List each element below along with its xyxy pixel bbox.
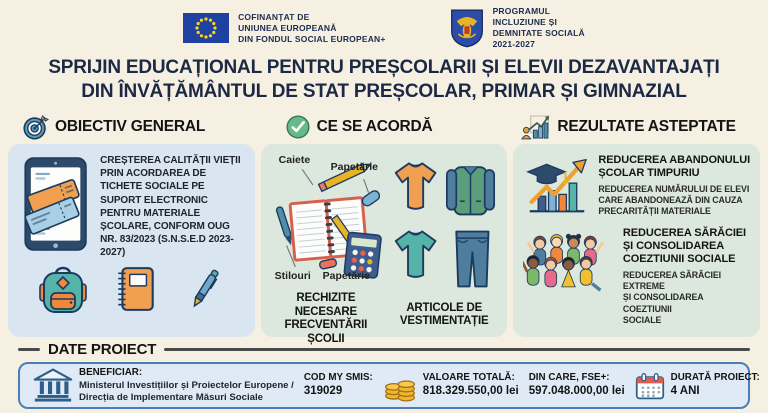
eu-flag-icon [183,13,229,43]
benefits-panel [261,144,508,345]
objective-seg-4: PENTRU [100,207,144,219]
label-caiete: Caiete [278,154,311,166]
column-results [513,110,760,337]
objective-header [8,110,255,144]
results-header [513,110,760,144]
benefits-heading: CE SE ACORDĂ [316,118,433,135]
program-text [493,6,585,50]
logo-bar [0,6,768,50]
check-circle-icon [285,114,311,140]
result-title-1 [598,154,750,181]
result-item-dropout [523,154,752,218]
beneficiary-line-1: Ministerul Investițiilor și Proiectelor Europene / [79,379,294,391]
beneficiary-text [79,367,294,403]
backpack-icon [38,262,88,316]
heading-rule [164,348,750,351]
results-heading: REZULTATE ASTEPTATE [557,118,736,135]
title-line: REDUCEREA ABANDONULUI [598,154,751,166]
label-papetarie-top: Papetărie [330,161,378,173]
fse-value: 597.048.000,00 lei [528,384,625,397]
duration-value: 4 ANI [670,384,700,397]
objective-panel [8,144,255,337]
title-line: ȘCOLAR TIMPURIU [598,167,700,180]
fse-label: DIN CARE, FSE+: [528,372,610,384]
objective-seg-3: TICHETE SOCIALE PE SUPORT ELECTRONIC [100,181,208,206]
clothing-illustration [387,152,501,294]
title-line: ȘI CONSOLIDAREA [622,239,725,252]
objective-content [8,144,255,260]
content-columns [8,110,760,345]
result-sub-1 [598,184,750,218]
sub-line: PRECARITĂȚII MATERIALE [598,206,711,217]
duration-segment [630,371,765,401]
smis-label: COD MY SMIS: [303,372,373,384]
person-growth-chart-icon [521,114,551,141]
project-data-bar [18,362,760,409]
objective-heading: OBIECTIV GENERAL [55,118,206,135]
results-panel [513,144,760,337]
bank-icon [33,367,73,403]
clothes-caption [387,302,501,329]
school-supplies-illustration [269,152,391,292]
result-item-poverty [523,227,752,326]
smis-value: 319029 [303,384,343,397]
eu-funding-text [238,12,385,45]
title-line: COEZTIUNII SOCIALE [622,253,736,266]
clothing-drawing [388,152,500,294]
footer-heading [18,341,750,358]
caption-line: VESTIMENTAȚIE [399,315,489,328]
page-title-line-2: DIN ÎNVĂȚĂMÂNTUL DE STAT PREȘCOLAR, PRIMAR ȘI GIMNAZIAL [81,80,687,102]
beneficiary-label: BENEFICIAR: [79,367,143,379]
notebook-icon [115,265,157,313]
logo-text-line: UNIUNEA EUROPEANĂ [238,22,337,33]
sub-line: SOCIALE [622,314,662,325]
eu-funding-logo [183,6,385,50]
fse-segment [524,372,630,398]
logo-text-line: PROGRAMUL [492,6,551,16]
logo-text-line: DEMNITATE SOCIALĂ [492,28,585,39]
sub-line: REDUCEREA SĂRĂCIEI EXTREME [622,269,721,292]
supplies-caption [269,292,383,346]
duration-label: DURATĂ PROIECT: [670,372,760,384]
caption-line: RECHIZITE NECESARE [294,292,357,318]
caption-line: ARTICOLE DE [406,301,483,314]
logo-text-line: INCLUZIUNE ȘI [492,17,558,28]
beneficiary-segment [28,367,299,403]
benefits-clothes-half [387,152,501,329]
graduation-chart-icon [523,154,591,216]
sub-line: ȘI CONSOLIDAREA COEZTIUNII [622,292,704,314]
column-benefits [261,110,508,345]
objective-paragraph [100,154,247,260]
coins-icon [383,370,417,402]
result-sub-2 [623,270,752,326]
column-objective [8,110,255,337]
footer-heading-text: DATE PROIECT [48,341,157,358]
label-papetarie-bottom: Papetărie [322,270,370,282]
smis-segment [299,372,378,398]
heading-dash [18,348,40,351]
page-title-line-1: SPRIJIN EDUCAȚIONAL PENTRU PREȘCOLARII ȘI ELEVII DEZAVANTAJAȚI [48,57,720,78]
objective-seg-5: MATERIALE ȘCOLARE, CONFORM OUG NR. 83/2023 (S.N.S.E.D 2023-2027) [100,207,234,259]
title-line: REDUCEREA SĂRĂCIEI [622,226,747,239]
result-text-2 [623,227,752,326]
total-value-segment [378,370,524,402]
objective-seg-1: CREȘTEREA CALITĂȚII VIEȚII [100,155,241,166]
page-title [0,56,768,104]
beneficiary-line-2: Direcția de Implementare Măsuri Sociale [79,391,263,403]
sub-line: CARE ABANDONEAZĂ DIN CAUZA [598,195,743,206]
benefits-header [261,110,508,144]
benefits-supplies-half [269,152,383,345]
calendar-icon [635,371,665,401]
pen-icon [185,265,225,313]
children-group-illustration [523,227,616,303]
target-bullseye-icon [22,114,49,141]
logo-text-line: COFINANȚAT DE [238,11,310,22]
benefits-content [261,144,508,345]
program-logo [450,6,585,50]
total-value: 818.329.550,00 lei [422,384,519,397]
logo-text-line: DIN FONDUL SOCIAL EUROPEAN+ [238,33,386,44]
sub-line: REDUCEREA NUMĂRULUI DE ELEVI [598,183,750,194]
objective-seg-2: PRIN ACORDAREA DE [100,168,207,180]
objective-icons-row [8,260,255,316]
result-text-1 [598,154,750,218]
label-stilouri: Stilouri [274,270,311,282]
project-data-footer [18,341,760,409]
total-label: VALOARE TOTALĂ: [422,372,515,384]
logo-text-line: 2021-2027 [492,39,536,50]
tablet-with-vouchers-icon [18,154,93,254]
romania-coat-of-arms-icon [450,8,484,48]
result-title-2 [623,227,752,267]
caption-line: FRECVENTĂRII ȘCOLII [284,319,368,345]
